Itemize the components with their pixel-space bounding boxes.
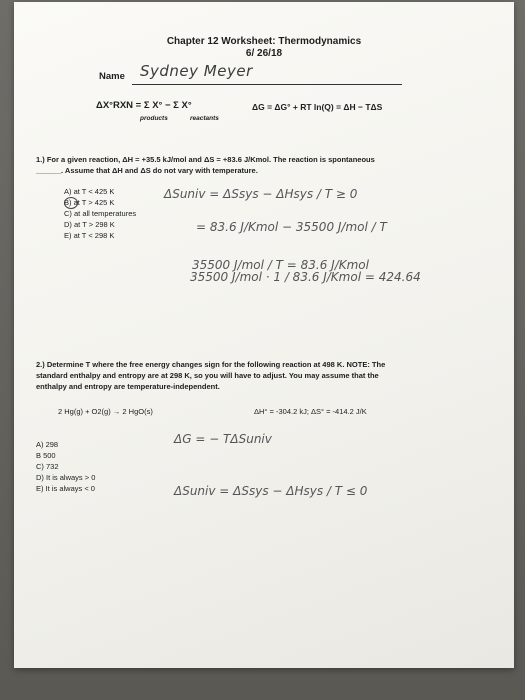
name-label: Name	[99, 71, 125, 82]
q2-work-1: ΔG = − TΔSuniv	[174, 432, 272, 446]
q1-work-1: ΔSuniv = ΔSsys − ΔHsys / T ≥ 0	[164, 187, 358, 201]
name-line	[132, 84, 402, 85]
q1-option-e: E) at T < 298 K	[64, 231, 115, 240]
handwritten-name: Sydney Meyer	[140, 62, 253, 80]
worksheet-page	[14, 2, 514, 668]
q1-option-a: A) at T < 425 K	[64, 187, 115, 196]
reactants-label: reactants	[190, 115, 219, 122]
q1-line1: 1.) For a given reaction, ΔH = +35.5 kJ/mol and ΔS = +83.6 J/Kmol. The reaction is spontaneous	[36, 155, 375, 164]
q2-work-2: ΔSuniv = ΔSsys − ΔHsys / T ≤ 0	[174, 484, 368, 498]
q1-work-4: 35500 J/mol · 1 / 83.6 J/Kmol = 424.64	[190, 270, 421, 284]
gibbs-equation: ΔG = ΔG° + RT ln(Q) = ΔH − TΔS	[252, 102, 383, 112]
q1-option-c: C) at all temperatures	[64, 209, 137, 218]
q1-option-d: D) at T > 298 K	[64, 220, 115, 229]
page-date: 6/ 26/18	[245, 48, 283, 59]
q1-option-b: B) at T > 425 K	[64, 198, 115, 207]
q2-option-e: E) It is always < 0	[36, 484, 95, 493]
q1-line2: ______. Assume that ΔH and ΔS do not vary with temperature.	[36, 166, 258, 175]
q1-work-3: 35500 J/mol / T = 83.6 J/Kmol	[192, 258, 369, 272]
q2-line2: standard enthalpy and entropy are at 298 K, so you will have to adjust. You may assume that the	[36, 371, 379, 380]
q2-line1: 2.) Determine T where the free energy changes sign for the following reaction at 498 K. NOTE: The	[36, 360, 386, 369]
q2-option-c: C) 732	[36, 462, 59, 471]
q1-work-2: = 83.6 J/Kmol − 35500 J/mol / T	[196, 220, 387, 234]
page-title: Chapter 12 Worksheet: Thermodynamics	[166, 36, 362, 47]
q2-option-d: D) It is always > 0	[36, 473, 96, 482]
q2-option-b: B 500	[36, 451, 56, 460]
reaction-equation: ΔX°RXN = Σ X° − Σ X°	[96, 100, 192, 111]
q2-line3: enthalpy and entropy are temperature-independent.	[36, 382, 220, 391]
q2-reaction: 2 Hg(g) + O2(g) → 2 HgO(s)	[58, 407, 153, 416]
q2-data: ΔH° = -304.2 kJ; ΔS° = -414.2 J/K	[254, 407, 367, 416]
q2-option-a: A) 298	[36, 440, 59, 449]
products-label: products	[140, 115, 168, 122]
